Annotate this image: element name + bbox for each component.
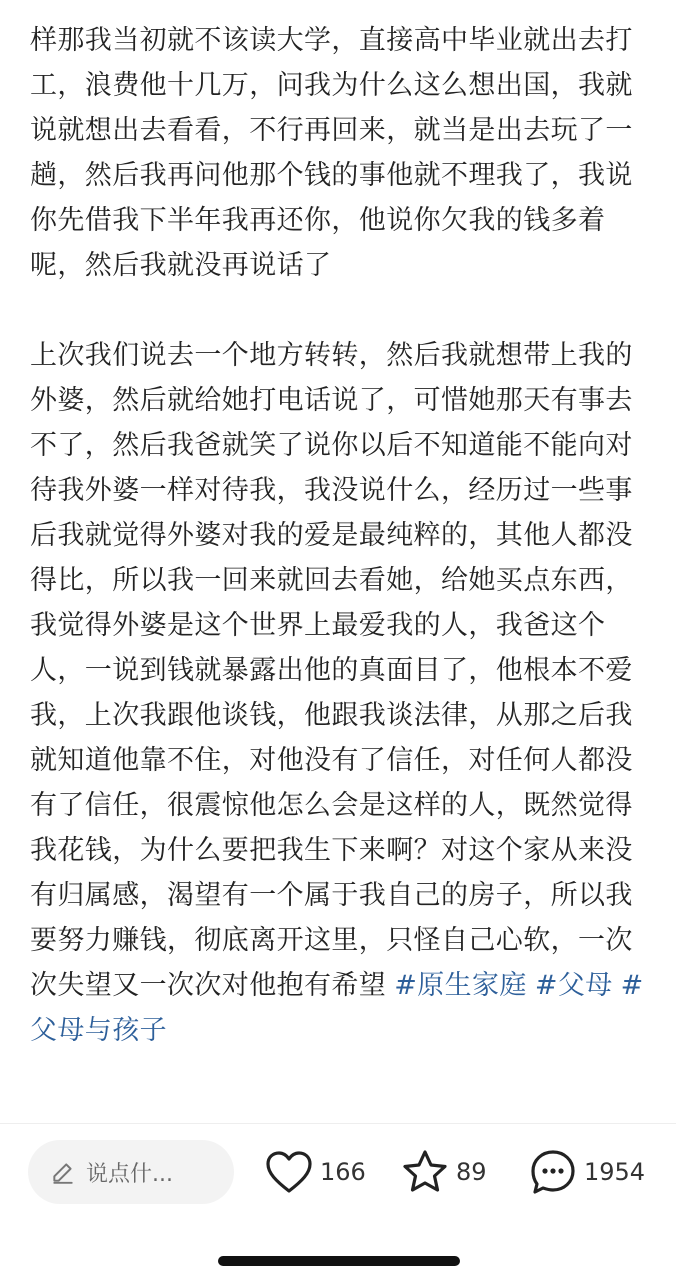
home-indicator[interactable] bbox=[218, 1256, 460, 1266]
hashtag-link[interactable]: #父母 bbox=[534, 970, 613, 1001]
like-count: 166 bbox=[320, 1158, 366, 1186]
hashtag-link[interactable]: #父母与孩子 bbox=[30, 970, 644, 1046]
comment-count: 1954 bbox=[584, 1158, 646, 1186]
like-button[interactable] bbox=[264, 1142, 366, 1202]
post-paragraph bbox=[30, 333, 650, 1053]
heart-icon bbox=[264, 1149, 314, 1195]
chat-bubble-icon bbox=[528, 1147, 578, 1197]
pencil-icon bbox=[50, 1159, 76, 1185]
bottom-action-bar bbox=[0, 1124, 676, 1234]
hashtag-link[interactable]: #原生家庭 bbox=[394, 970, 527, 1001]
star-icon bbox=[400, 1148, 450, 1196]
post-text: 样那我当初就不该读大学，直接高中毕业就出去打工，浪费他十几万，问我为什么这么想出国，我就说就想出去看看，不行再回来，就当是出去玩了一趟，然后我再问他那个钱的事他就不理我了，我说你先借我下半年我再还你，他说你欠我的钱多着呢，然后我就没再说话了 bbox=[30, 25, 633, 281]
post-body bbox=[30, 18, 650, 1053]
comment-input[interactable] bbox=[28, 1140, 234, 1204]
post-text: 上次我们说去一个地方转转，然后我就想带上我的外婆，然后就给她打电话说了，可惜她那天有事去不了，然后我爸就笑了说你以后不知道能不能向对待我外婆一样对待我，我没说什么，经历过一些事后我就觉得外婆对我的爱是最纯粹的，其他人都没得比，所以我一回来就回去看她，给她买点东西，我觉得外婆是这个世界上最爱我的人，我爸这个人，一说到钱就暴露出他的真面目了，他根本不爱我，上次我跟他谈钱，他跟我谈法律，从那之后我就知道他靠不住，对他没有了信任，对任何人都没有了信任，很震惊他怎么会是这样的人，既然觉得我花钱，为什么要把我生下来啊？对这个家从来没有归属感，渴望有一个属于我自己的房子，所以我要努力赚钱，彻底离开这里，只怪自己心软，一次次失望又一次次对他抱有希望 bbox=[30, 340, 633, 1001]
post-paragraph bbox=[30, 18, 650, 288]
collect-button[interactable] bbox=[400, 1142, 487, 1202]
comment-button[interactable] bbox=[528, 1142, 645, 1202]
collect-count: 89 bbox=[456, 1158, 487, 1186]
comment-placeholder: 说点什... bbox=[86, 1161, 173, 1187]
